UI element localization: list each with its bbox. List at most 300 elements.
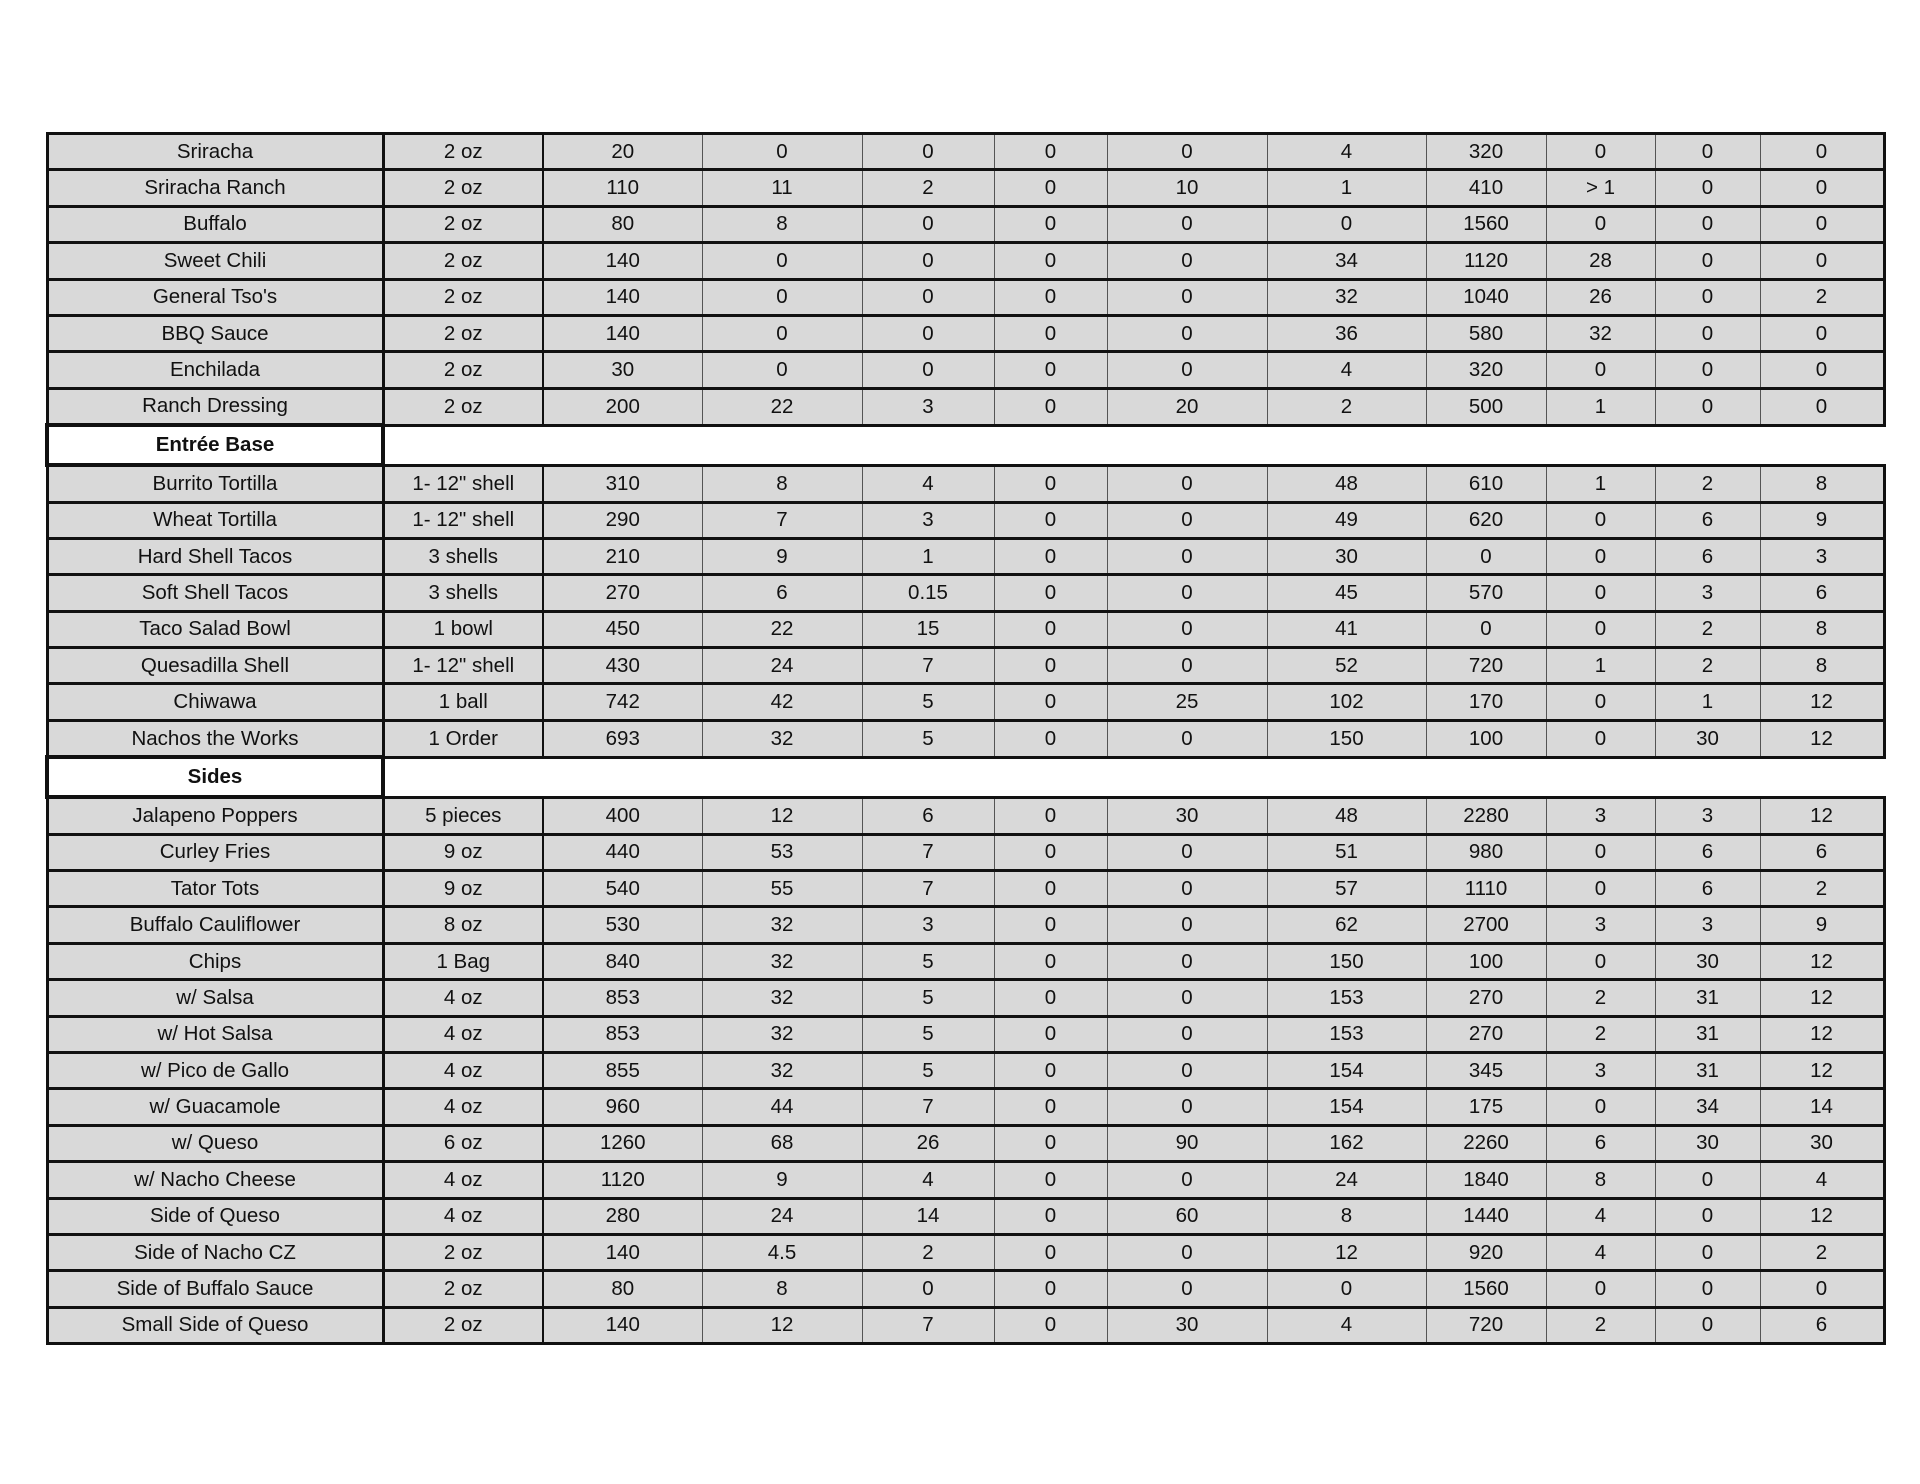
value-cell: 1560 [1426, 1271, 1546, 1307]
value-cell: 2 [1655, 611, 1760, 647]
value-cell: 0 [1107, 538, 1267, 574]
serving-size-cell: 4 oz [383, 980, 543, 1016]
serving-size-cell: 2 oz [383, 352, 543, 388]
value-cell: 15 [862, 611, 994, 647]
section-label: Sides [47, 757, 383, 797]
serving-size-cell: 3 shells [383, 538, 543, 574]
value-cell: 0 [994, 871, 1107, 907]
value-cell: 7 [862, 871, 994, 907]
value-cell: 0 [994, 502, 1107, 538]
serving-size-cell: 2 oz [383, 243, 543, 279]
item-name-cell: Chips [47, 943, 383, 979]
value-cell: 0 [1107, 206, 1267, 242]
value-cell: 28 [1546, 243, 1655, 279]
item-name-cell: w/ Hot Salsa [47, 1016, 383, 1052]
value-cell: 150 [1267, 943, 1426, 979]
value-cell: 4 [1760, 1162, 1884, 1198]
value-cell: 0 [1546, 834, 1655, 870]
value-cell: 5 [862, 1016, 994, 1052]
value-cell: 440 [543, 834, 702, 870]
value-cell: 30 [1107, 1307, 1267, 1343]
serving-size-cell: 2 oz [383, 315, 543, 351]
value-cell: 0 [994, 538, 1107, 574]
value-cell: 32 [1546, 315, 1655, 351]
section-header-row [47, 425, 1884, 465]
value-cell: 0 [1655, 352, 1760, 388]
item-name-cell: Taco Salad Bowl [47, 611, 383, 647]
value-cell: 2 [862, 170, 994, 206]
value-cell: 4 [862, 465, 994, 502]
value-cell: 6 [1546, 1125, 1655, 1161]
value-cell: 12 [1760, 1052, 1884, 1088]
value-cell: 0 [702, 279, 862, 315]
value-cell: 0 [1655, 243, 1760, 279]
value-cell: 3 [1655, 575, 1760, 611]
value-cell: 0 [1655, 315, 1760, 351]
value-cell: 1 [1655, 684, 1760, 720]
value-cell: 0 [1267, 1271, 1426, 1307]
serving-size-cell: 9 oz [383, 834, 543, 870]
item-name-cell: Ranch Dressing [47, 388, 383, 425]
table-row [47, 1125, 1884, 1161]
value-cell: 0 [1107, 648, 1267, 684]
value-cell: 0 [1107, 1234, 1267, 1270]
value-cell: 110 [543, 170, 702, 206]
value-cell: 31 [1655, 980, 1760, 1016]
value-cell: 853 [543, 980, 702, 1016]
value-cell: 530 [543, 907, 702, 943]
value-cell: 9 [702, 1162, 862, 1198]
value-cell: 320 [1426, 134, 1546, 170]
value-cell: 0 [1546, 538, 1655, 574]
value-cell: 0 [1107, 1162, 1267, 1198]
table-row [47, 575, 1884, 611]
item-name-cell: w/ Guacamole [47, 1089, 383, 1125]
table-row [47, 1052, 1884, 1088]
value-cell: 0 [994, 611, 1107, 647]
value-cell: 0 [994, 834, 1107, 870]
value-cell: 0 [862, 315, 994, 351]
value-cell: 34 [1655, 1089, 1760, 1125]
value-cell: 0 [1107, 279, 1267, 315]
value-cell: 48 [1267, 797, 1426, 834]
value-cell: 100 [1426, 720, 1546, 757]
serving-size-cell: 2 oz [383, 1234, 543, 1270]
value-cell: 22 [702, 388, 862, 425]
section-spacer [383, 757, 1884, 797]
value-cell: 0 [1107, 315, 1267, 351]
table-row [47, 907, 1884, 943]
item-name-cell: Enchilada [47, 352, 383, 388]
table-row [47, 1234, 1884, 1270]
value-cell: 55 [702, 871, 862, 907]
value-cell: 31 [1655, 1052, 1760, 1088]
value-cell: 0 [1655, 170, 1760, 206]
value-cell: 0 [1267, 206, 1426, 242]
value-cell: 11 [702, 170, 862, 206]
value-cell: 1 [1267, 170, 1426, 206]
value-cell: 3 [1546, 1052, 1655, 1088]
value-cell: 0 [702, 315, 862, 351]
value-cell: 7 [862, 648, 994, 684]
table-row [47, 134, 1884, 170]
value-cell: 41 [1267, 611, 1426, 647]
value-cell: 0 [1426, 611, 1546, 647]
value-cell: 24 [1267, 1162, 1426, 1198]
serving-size-cell: 2 oz [383, 134, 543, 170]
value-cell: 0 [994, 134, 1107, 170]
table-row [47, 1307, 1884, 1343]
table-row [47, 465, 1884, 502]
value-cell: 0 [994, 907, 1107, 943]
value-cell: 0 [994, 1125, 1107, 1161]
serving-size-cell: 4 oz [383, 1198, 543, 1234]
value-cell: 42 [702, 684, 862, 720]
serving-size-cell: 1- 12" shell [383, 465, 543, 502]
value-cell: 310 [543, 465, 702, 502]
value-cell: 140 [543, 1307, 702, 1343]
value-cell: 0 [1107, 352, 1267, 388]
value-cell: 0 [994, 1162, 1107, 1198]
serving-size-cell: 1 bowl [383, 611, 543, 647]
value-cell: 0 [862, 279, 994, 315]
value-cell: 100 [1426, 943, 1546, 979]
value-cell: 1120 [1426, 243, 1546, 279]
item-name-cell: Buffalo Cauliflower [47, 907, 383, 943]
value-cell: 62 [1267, 907, 1426, 943]
value-cell: 0 [1546, 206, 1655, 242]
item-name-cell: Sweet Chili [47, 243, 383, 279]
value-cell: 30 [1267, 538, 1426, 574]
table-row [47, 720, 1884, 757]
value-cell: 32 [702, 943, 862, 979]
value-cell: 14 [1760, 1089, 1884, 1125]
value-cell: 2 [1267, 388, 1426, 425]
value-cell: 170 [1426, 684, 1546, 720]
value-cell: 154 [1267, 1052, 1426, 1088]
value-cell: 0 [1107, 1052, 1267, 1088]
value-cell: 0 [1655, 279, 1760, 315]
value-cell: 0 [994, 1271, 1107, 1307]
table-row [47, 1271, 1884, 1307]
serving-size-cell: 1- 12" shell [383, 502, 543, 538]
value-cell: 12 [1760, 1016, 1884, 1052]
value-cell: 1 [862, 538, 994, 574]
value-cell: 0 [1107, 611, 1267, 647]
value-cell: 5 [862, 720, 994, 757]
table-row [47, 648, 1884, 684]
item-name-cell: Curley Fries [47, 834, 383, 870]
value-cell: 1840 [1426, 1162, 1546, 1198]
value-cell: 0 [994, 170, 1107, 206]
value-cell: 200 [543, 388, 702, 425]
value-cell: 12 [702, 797, 862, 834]
value-cell: 0 [994, 465, 1107, 502]
value-cell: 9 [1760, 502, 1884, 538]
serving-size-cell: 1- 12" shell [383, 648, 543, 684]
value-cell: 12 [1760, 720, 1884, 757]
value-cell: 2280 [1426, 797, 1546, 834]
value-cell: 0 [1655, 388, 1760, 425]
value-cell: 12 [1760, 684, 1884, 720]
table-row [47, 1162, 1884, 1198]
value-cell: 6 [1760, 1307, 1884, 1343]
value-cell: 0 [1107, 575, 1267, 611]
value-cell: 0 [994, 206, 1107, 242]
value-cell: 400 [543, 797, 702, 834]
value-cell: 7 [862, 834, 994, 870]
value-cell: 210 [543, 538, 702, 574]
item-name-cell: Burrito Tortilla [47, 465, 383, 502]
table-row [47, 206, 1884, 242]
value-cell: 2260 [1426, 1125, 1546, 1161]
value-cell: 80 [543, 206, 702, 242]
value-cell: 1040 [1426, 279, 1546, 315]
value-cell: 30 [1655, 720, 1760, 757]
value-cell: 9 [702, 538, 862, 574]
item-name-cell: Side of Nacho CZ [47, 1234, 383, 1270]
value-cell: 12 [1760, 1198, 1884, 1234]
value-cell: 0 [1760, 134, 1884, 170]
value-cell: 0 [1107, 720, 1267, 757]
value-cell: 8 [1546, 1162, 1655, 1198]
table-row [47, 502, 1884, 538]
value-cell: 290 [543, 502, 702, 538]
value-cell: 3 [862, 502, 994, 538]
value-cell: 6 [1655, 871, 1760, 907]
value-cell: 5 [862, 980, 994, 1016]
serving-size-cell: 2 oz [383, 1271, 543, 1307]
value-cell: 280 [543, 1198, 702, 1234]
value-cell: 175 [1426, 1089, 1546, 1125]
serving-size-cell: 9 oz [383, 871, 543, 907]
value-cell: 0 [862, 1271, 994, 1307]
value-cell: 60 [1107, 1198, 1267, 1234]
value-cell: 0 [1107, 907, 1267, 943]
serving-size-cell: 1 ball [383, 684, 543, 720]
value-cell: 2 [1546, 980, 1655, 1016]
value-cell: 742 [543, 684, 702, 720]
value-cell: 12 [1267, 1234, 1426, 1270]
value-cell: 32 [1267, 279, 1426, 315]
table-row [47, 1089, 1884, 1125]
table-row [47, 170, 1884, 206]
serving-size-cell: 4 oz [383, 1089, 543, 1125]
value-cell: 4 [1267, 134, 1426, 170]
serving-size-cell: 2 oz [383, 388, 543, 425]
value-cell: 49 [1267, 502, 1426, 538]
value-cell: 345 [1426, 1052, 1546, 1088]
value-cell: 0 [862, 206, 994, 242]
value-cell: 22 [702, 611, 862, 647]
value-cell: 154 [1267, 1089, 1426, 1125]
value-cell: 4 [1546, 1198, 1655, 1234]
value-cell: 5 [862, 943, 994, 979]
value-cell: 102 [1267, 684, 1426, 720]
value-cell: 0 [1107, 871, 1267, 907]
value-cell: 1110 [1426, 871, 1546, 907]
value-cell: 0 [994, 684, 1107, 720]
value-cell: 4 [1546, 1234, 1655, 1270]
value-cell: 0 [1655, 1162, 1760, 1198]
value-cell: 10 [1107, 170, 1267, 206]
value-cell: 6 [1760, 834, 1884, 870]
value-cell: 5 [862, 1052, 994, 1088]
value-cell: 57 [1267, 871, 1426, 907]
item-name-cell: Buffalo [47, 206, 383, 242]
value-cell: 12 [1760, 797, 1884, 834]
value-cell: 8 [702, 1271, 862, 1307]
value-cell: 140 [543, 279, 702, 315]
value-cell: 0 [1760, 170, 1884, 206]
serving-size-cell: 3 shells [383, 575, 543, 611]
value-cell: 0 [994, 720, 1107, 757]
value-cell: 720 [1426, 648, 1546, 684]
value-cell: 2 [1546, 1307, 1655, 1343]
value-cell: 0 [862, 243, 994, 279]
value-cell: 30 [1655, 943, 1760, 979]
serving-size-cell: 1 Bag [383, 943, 543, 979]
value-cell: 8 [702, 206, 862, 242]
value-cell: 855 [543, 1052, 702, 1088]
value-cell: 2 [1655, 465, 1760, 502]
value-cell: 0 [1107, 980, 1267, 1016]
value-cell: 2700 [1426, 907, 1546, 943]
value-cell: 0 [1546, 611, 1655, 647]
value-cell: 1440 [1426, 1198, 1546, 1234]
value-cell: 4.5 [702, 1234, 862, 1270]
value-cell: 6 [1655, 502, 1760, 538]
value-cell: 270 [1426, 980, 1546, 1016]
value-cell: 12 [702, 1307, 862, 1343]
value-cell: 0 [1760, 206, 1884, 242]
value-cell: 0 [1546, 1089, 1655, 1125]
table-row [47, 388, 1884, 425]
table-row [47, 684, 1884, 720]
value-cell: 44 [702, 1089, 862, 1125]
value-cell: 0 [1107, 1089, 1267, 1125]
section-spacer [383, 425, 1884, 465]
value-cell: 31 [1655, 1016, 1760, 1052]
item-name-cell: w/ Salsa [47, 980, 383, 1016]
value-cell: 30 [1107, 797, 1267, 834]
item-name-cell: Hard Shell Tacos [47, 538, 383, 574]
item-name-cell: General Tso's [47, 279, 383, 315]
value-cell: 610 [1426, 465, 1546, 502]
value-cell: 26 [862, 1125, 994, 1161]
item-name-cell: Wheat Tortilla [47, 502, 383, 538]
value-cell: 8 [1760, 648, 1884, 684]
value-cell: 0 [1426, 538, 1546, 574]
value-cell: 0 [1760, 243, 1884, 279]
value-cell: 153 [1267, 1016, 1426, 1052]
value-cell: 0 [1107, 243, 1267, 279]
value-cell: 0 [1655, 206, 1760, 242]
value-cell: 2 [1760, 1234, 1884, 1270]
table-row [47, 797, 1884, 834]
value-cell: 0 [1760, 388, 1884, 425]
value-cell: 0 [994, 388, 1107, 425]
value-cell: 450 [543, 611, 702, 647]
value-cell: 162 [1267, 1125, 1426, 1161]
table-row [47, 611, 1884, 647]
value-cell: 7 [862, 1307, 994, 1343]
value-cell: 1260 [543, 1125, 702, 1161]
value-cell: 6 [702, 575, 862, 611]
value-cell: 320 [1426, 352, 1546, 388]
serving-size-cell: 4 oz [383, 1016, 543, 1052]
value-cell: 270 [1426, 1016, 1546, 1052]
value-cell: 0 [1546, 871, 1655, 907]
value-cell: 51 [1267, 834, 1426, 870]
table-row [47, 980, 1884, 1016]
value-cell: 5 [862, 684, 994, 720]
value-cell: 20 [1107, 388, 1267, 425]
section-label: Entrée Base [47, 425, 383, 465]
value-cell: 0 [1107, 134, 1267, 170]
table-row [47, 352, 1884, 388]
value-cell: 500 [1426, 388, 1546, 425]
value-cell: 0 [994, 797, 1107, 834]
value-cell: 693 [543, 720, 702, 757]
item-name-cell: Side of Queso [47, 1198, 383, 1234]
section-header-row [47, 757, 1884, 797]
value-cell: 0 [702, 134, 862, 170]
value-cell: 4 [1267, 352, 1426, 388]
value-cell: 620 [1426, 502, 1546, 538]
item-name-cell: Nachos the Works [47, 720, 383, 757]
value-cell: 0 [994, 1089, 1107, 1125]
item-name-cell: w/ Nacho Cheese [47, 1162, 383, 1198]
value-cell: 34 [1267, 243, 1426, 279]
table-row [47, 538, 1884, 574]
value-cell: 0 [1107, 943, 1267, 979]
value-cell: 430 [543, 648, 702, 684]
value-cell: 0 [994, 1016, 1107, 1052]
value-cell: 0 [994, 279, 1107, 315]
value-cell: 36 [1267, 315, 1426, 351]
value-cell: 0 [1760, 352, 1884, 388]
value-cell: 0 [1546, 352, 1655, 388]
value-cell: 0 [1107, 502, 1267, 538]
value-cell: 32 [702, 720, 862, 757]
item-name-cell: Chiwawa [47, 684, 383, 720]
item-name-cell: Side of Buffalo Sauce [47, 1271, 383, 1307]
item-name-cell: Sriracha [47, 134, 383, 170]
value-cell: 0 [702, 243, 862, 279]
value-cell: 7 [862, 1089, 994, 1125]
value-cell: 140 [543, 1234, 702, 1270]
value-cell: 2 [1546, 1016, 1655, 1052]
value-cell: 80 [543, 1271, 702, 1307]
table-row [47, 243, 1884, 279]
value-cell: 960 [543, 1089, 702, 1125]
item-name-cell: Small Side of Queso [47, 1307, 383, 1343]
value-cell: 0 [994, 980, 1107, 1016]
value-cell: 0 [1546, 502, 1655, 538]
value-cell: 153 [1267, 980, 1426, 1016]
value-cell: 1120 [543, 1162, 702, 1198]
value-cell: 920 [1426, 1234, 1546, 1270]
value-cell: 53 [702, 834, 862, 870]
value-cell: 6 [1655, 834, 1760, 870]
serving-size-cell: 2 oz [383, 279, 543, 315]
value-cell: 4 [1267, 1307, 1426, 1343]
table-row [47, 315, 1884, 351]
value-cell: 0 [1107, 465, 1267, 502]
item-name-cell: w/ Pico de Gallo [47, 1052, 383, 1088]
item-name-cell: Sriracha Ranch [47, 170, 383, 206]
